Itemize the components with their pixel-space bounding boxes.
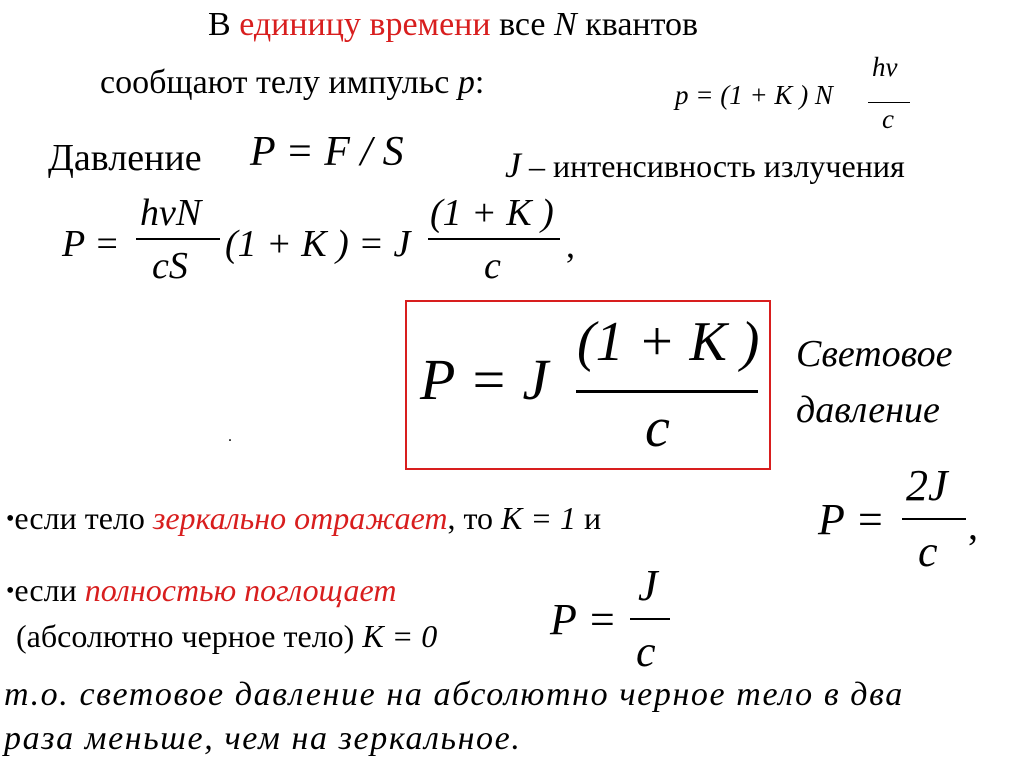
bullet1-line — [6, 500, 601, 537]
formula-mirror-bar — [902, 518, 966, 520]
formula-long-bar2 — [428, 238, 560, 240]
intensity-text: – интенсивность излучения — [520, 148, 905, 184]
bullet2-highlight: полностью поглощает — [84, 572, 397, 608]
pressure-formula: P = F / S — [250, 129, 404, 175]
line1-highlight: единицу времени — [239, 6, 491, 43]
formula-p-den: c — [882, 104, 894, 134]
bullet1-text1: если тело — [14, 500, 153, 536]
formula-long-comma: , — [566, 225, 575, 265]
formula-p-lhs: p = (1 + K ) N — [675, 80, 833, 110]
formula-black-bar — [630, 618, 670, 620]
line1-N: N — [554, 6, 577, 43]
bullet1-highlight: зеркально отражает — [152, 500, 448, 536]
formula-long-bar1 — [136, 238, 220, 240]
conclusion-line1: т.о. световое давление на абсолютно черное тело в два — [4, 676, 904, 713]
line2-text: сообщают телу импульс — [100, 64, 458, 101]
bullet2-eq: K = 0 — [362, 618, 438, 654]
line2-colon: : — [474, 64, 485, 101]
boxed-dot: . — [228, 428, 232, 445]
bullet2-text1: если — [14, 572, 85, 608]
formula-long-num1: hνN — [140, 192, 202, 234]
line1-end: квантов — [576, 6, 699, 43]
formula-mirror-den: c — [918, 527, 938, 576]
formula-long-den2: c — [484, 245, 501, 287]
bullet2-line2 — [16, 618, 437, 655]
pressure-label: Давление — [48, 137, 202, 179]
formula-long-num2: (1 + K ) — [430, 192, 554, 234]
boxed-caption-line2: давление — [796, 389, 940, 431]
boxed-den: c — [645, 397, 670, 459]
bullet1-bullet: • — [6, 506, 15, 532]
bullet1-text3: и — [575, 500, 602, 536]
formula-p-num: hν — [872, 52, 898, 82]
boxed-caption-line1: Световое — [796, 333, 953, 375]
formula-mirror-num: 2J — [906, 461, 948, 510]
line1 — [208, 6, 698, 44]
formula-long-mid: (1 + K ) = J — [225, 223, 411, 265]
formula-long-P: P = — [62, 223, 120, 265]
line2-p: p — [457, 64, 475, 101]
bullet1-eq: K = 1 — [501, 500, 576, 536]
intensity-line — [505, 144, 905, 186]
intensity-J: J — [505, 145, 521, 185]
formula-black-num: J — [638, 561, 658, 610]
formula-p-fraction-bar — [868, 102, 910, 103]
boxed-fraction-bar — [576, 390, 758, 393]
formula-mirror-comma: , — [968, 503, 978, 548]
boxed-lhs: P = J — [420, 347, 549, 412]
bullet2-line1 — [6, 572, 396, 609]
bullet1-text2: , то — [447, 500, 502, 536]
line2 — [100, 64, 484, 102]
bullet2-bullet: • — [6, 578, 15, 604]
bullet2-text2: (абсолютно черное тело) — [16, 618, 363, 654]
line1-suffix: все — [490, 6, 555, 43]
boxed-num: (1 + K ) — [577, 311, 760, 373]
formula-black-den: c — [636, 627, 656, 676]
formula-mirror-lhs: P = — [818, 495, 885, 544]
formula-long-den1: cS — [152, 245, 188, 287]
formula-black-lhs: P = — [550, 595, 617, 644]
conclusion-line2: раза меньше, чем на зеркальное. — [4, 720, 522, 757]
line1-prefix: В — [208, 6, 240, 43]
